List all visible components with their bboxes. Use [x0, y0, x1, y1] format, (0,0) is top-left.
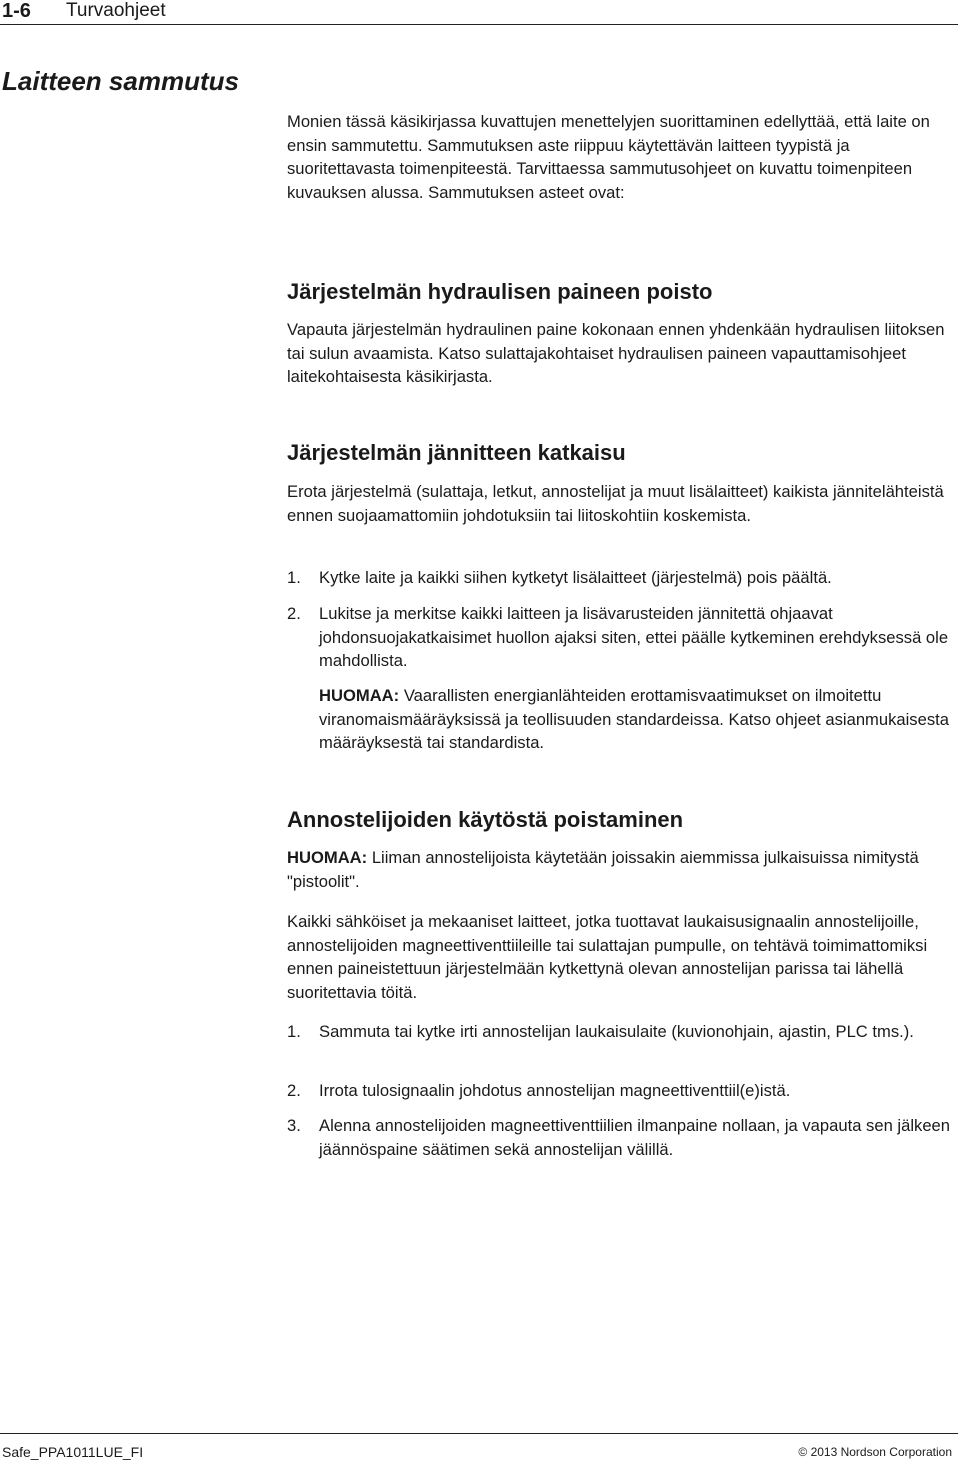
note-text: Vaarallisten energianlähteiden erottamisvaatimukset on ilmoitettu viranomaismääräyksissä ja teollisuuden standardeissa. Katso ohjeet asianmukaisesta määräyksestä tai standardista.	[319, 686, 949, 752]
hydraulic-paragraph: Vapauta järjestelmän hydraulinen paine kokonaan ennen yhdenkään hydraulisen liitoksen tai sulun avaamista. Katso sulattajakohtaiset hydraulisen paineen vapauttamisohjeet laitekohtaisesta käsikirjasta.	[287, 320, 945, 386]
heading-guns-disable: Annostelijoiden käytöstä poistaminen	[287, 807, 684, 832]
step-text: Lukitse ja merkitse kaikki laitteen ja lisävarusteiden jännitettä ohjaavat johdonsuojakatkaisimet huollon ajaksi siten, ettei päälle kytkeminen erehdyksessä ole mahdollista.	[319, 604, 949, 670]
note-label: HUOMAA:	[319, 686, 400, 705]
step-number: 3.	[287, 1116, 301, 1135]
step-text: Kytke laite ja kaikki siihen kytketyt lisälaitteet (järjestelmä) pois päältä.	[319, 568, 832, 587]
page-header	[0, 0, 958, 25]
document-id: Safe_PPA1011LUE_FI	[2, 1444, 144, 1460]
note-text: Liiman annostelijoista käytetään joissakin aiemmissa julkaisuissa nimitystä "pistoolit".	[287, 848, 919, 891]
step-text: Sammuta tai kytke irti annostelijan laukaisulaite (kuvionohjain, ajastin, PLC tms.).	[319, 1022, 914, 1041]
main-title: Laitteen sammutus	[2, 66, 239, 96]
step-text: Alenna annostelijoiden magneettiventtiilien ilmanpaine nollaan, ja vapauta sen jälkeen jäännöspaine säätimen sekä annostelijan välillä.	[319, 1116, 950, 1159]
page-footer	[0, 1433, 958, 1462]
step-text: Irrota tulosignaalin johdotus annostelijan magneettiventtiil(e)istä.	[319, 1081, 791, 1100]
note-label: HUOMAA:	[287, 848, 368, 867]
step-number: 1.	[287, 1022, 301, 1041]
running-title: Turvaohjeet	[66, 0, 166, 21]
step-number: 2.	[287, 604, 301, 623]
guns-note	[287, 846, 959, 893]
heading-hydraulic-pressure: Järjestelmän hydraulisen paineen poisto	[287, 279, 713, 304]
guns-paragraph: Kaikki sähköiset ja mekaaniset laitteet, jotka tuottavat laukaisusignaalin annostelijoille, annostelijoiden magneettiventtiileille tai sulattajan pumpulle, on tehtävä toimimattomiksi ennen paineistettuun järjestelmään kytkettynä olevan annostelijan parissa tai lähellä suoritettavia töitä.	[287, 912, 928, 1002]
copyright-notice: © 2013 Nordson Corporation	[798, 1445, 952, 1459]
heading-voltage-disconnect: Järjestelmän jännitteen katkaisu	[287, 440, 626, 465]
page-number: 1-6	[2, 0, 31, 22]
voltage-paragraph: Erota järjestelmä (sulattaja, letkut, annostelijat ja muut lisälaitteet) kaikista jännitelähteistä ennen suojaamattomiin johdotuksiin tai liitoskohtiin koskemista.	[287, 482, 944, 525]
step-number: 1.	[287, 568, 301, 587]
intro-paragraph: Monien tässä käsikirjassa kuvattujen menettelyjen suorittaminen edellyttää, että laite on ensin sammutettu. Sammutuksen aste riippuu käytettävän laitteen tyypistä ja suoritettavasta toimenpiteestä. Tarvittaessa sammutusohjeet on kuvattu toimenpiteen kuvauksen alussa. Sammutuksen asteet ovat:	[287, 112, 930, 202]
step-number: 2.	[287, 1081, 301, 1100]
voltage-note	[319, 684, 959, 755]
